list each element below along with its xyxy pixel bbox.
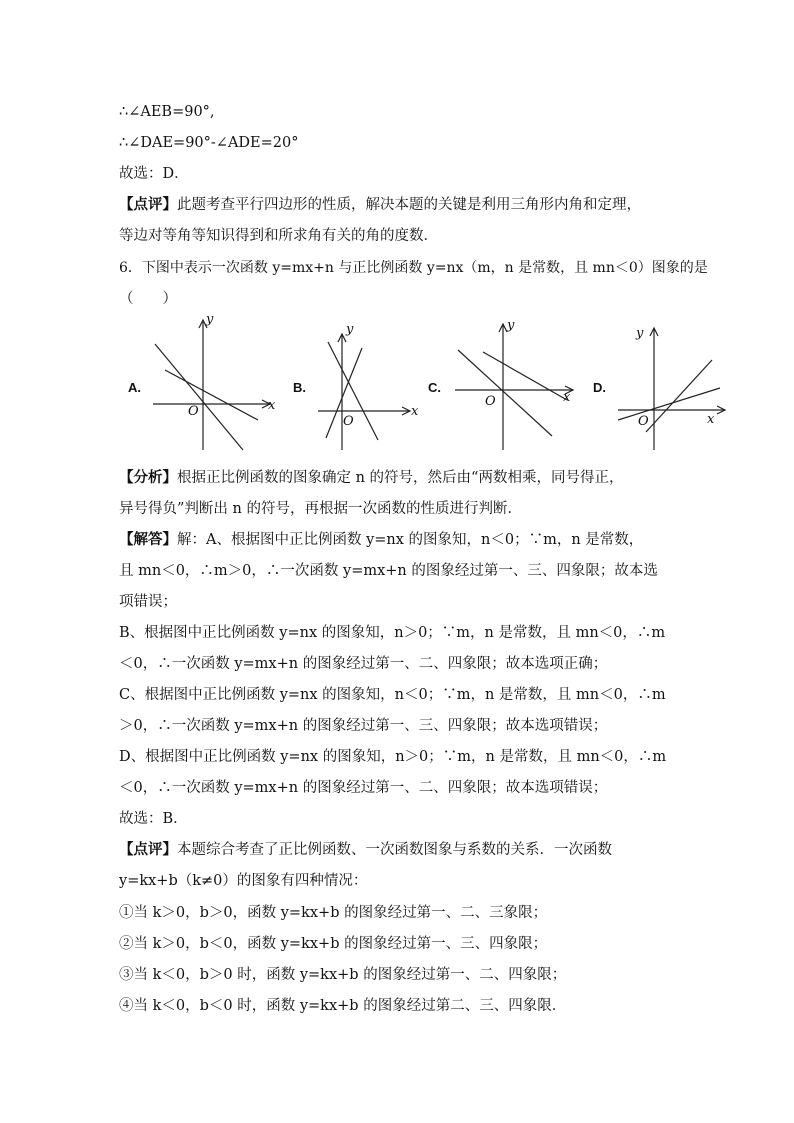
comment-text: 此题考查平行四边形的性质，解决本题的关键是利用三角形内角和定理， — [177, 197, 641, 213]
comment-2-tag: 【点评】 — [119, 841, 177, 858]
graph-a-o: O — [188, 404, 199, 419]
graph-b — [290, 312, 419, 452]
line-1: ∴∠AEB=90°, — [119, 104, 215, 120]
graph-d — [590, 312, 730, 452]
graph-a-svg — [125, 312, 275, 452]
answer-text: 解：A、根据图中正比例函数 y=nx 的图象知，n＜0；∵m，n 是常数， — [177, 532, 644, 548]
question-6-paren: （ ） — [119, 291, 177, 307]
line-2: ∴∠DAE=90°-∠ADE=20° — [119, 135, 299, 151]
graph-c-o: O — [485, 394, 496, 409]
answer-c2: ＞0，∴一次函数 y=mx+n 的图象经过第一、三、四象限；故本选项错误； — [119, 718, 608, 734]
graph-d-y: y — [636, 326, 644, 341]
case-2: ②当 k＞0，b＜0，函数 y=kx+b 的图象经过第一、三、四象限； — [119, 936, 548, 952]
graph-b-x: x — [411, 404, 419, 419]
answer — [119, 530, 643, 550]
graph-b-y: y — [346, 322, 354, 337]
graph-b-o: O — [343, 414, 354, 429]
graph-b-label: B. — [293, 380, 306, 395]
case-3: ③当 k＜0，b＞0 时，函数 y=kx+b 的图象经过第一、二、四象限； — [119, 967, 567, 983]
graph-d-svg — [590, 312, 730, 452]
graph-d-x: x — [707, 412, 715, 427]
analysis-cont: 异号得负”判断出 n 的符号，再根据一次函数的性质进行判断． — [119, 501, 522, 517]
graph-a — [125, 312, 275, 452]
answer-d2: ＜0，∴一次函数 y=mx+n 的图象经过第一、二、四象限；故本选项错误； — [119, 780, 608, 796]
comment-2-text: 本题综合考查了正比例函数、一次函数图象与系数的关系．一次函数 — [177, 842, 612, 858]
answer-tag: 【解答】 — [119, 531, 177, 548]
comment-tag: 【点评】 — [119, 196, 177, 213]
question-6: 6．下图中表示一次函数 y=mx+n 与正比例函数 y=nx（m，n 是常数，且 mn＜0）图象的是 — [119, 260, 708, 276]
answer-b2: ＜0，∴一次函数 y=mx+n 的图象经过第一、二、四象限；故本选项正确； — [119, 656, 608, 672]
analysis-text: 根据正比例函数的图象确定 n 的符号，然后由“两数相乘，同号得正， — [177, 470, 624, 486]
comment-1-cont: 等边对等角等知识得到和所求角有关的角的度数． — [119, 228, 438, 244]
analysis — [119, 468, 623, 488]
graph-d-o: O — [638, 414, 649, 429]
case-1: ①当 k＞0，b＞0，函数 y=kx+b 的图象经过第一、二、三象限； — [119, 905, 548, 921]
graph-c-y: y — [507, 318, 515, 333]
answer-a3: 项错误； — [119, 594, 177, 610]
graph-d-label: D. — [593, 380, 606, 395]
comment-2-cont: y=kx+b（k≠0）的图象有四种情况： — [119, 873, 368, 889]
answer-b1: B、根据图中正比例函数 y=nx 的图象知，n＞0；∵m，n 是常数，且 mn＜0，∴m — [119, 625, 666, 641]
graph-a-label: A. — [128, 380, 141, 395]
graph-a-y: y — [206, 312, 214, 327]
answer-d1: D、根据图中正比例函数 y=nx 的图象知，n＞0；∵m，n 是常数，且 mn＜0，∴m — [119, 749, 667, 765]
final-answer: 故选：B． — [119, 811, 188, 827]
answer-c1: C、根据图中正比例函数 y=nx 的图象知，n＜0；∵m，n 是常数，且 mn＜0，∴m — [119, 687, 666, 703]
line-3: 故选：D． — [119, 166, 189, 182]
case-4: ④当 k＜0，b＜0 时，函数 y=kx+b 的图象经过第二、三、四象限． — [119, 998, 567, 1014]
comment-1 — [119, 195, 641, 215]
analysis-tag: 【分析】 — [119, 469, 177, 486]
graph-c-label: C. — [428, 380, 441, 395]
answer-a2: 且 mn＜0，∴m＞0，∴一次函数 y=mx+n 的图象经过第一、三、四象限；故本选 — [119, 563, 658, 579]
graph-c-x: x — [563, 390, 571, 405]
graph-c — [425, 312, 580, 452]
comment-2 — [119, 840, 612, 860]
graph-c-svg — [425, 312, 580, 452]
graph-a-x: x — [268, 398, 276, 413]
